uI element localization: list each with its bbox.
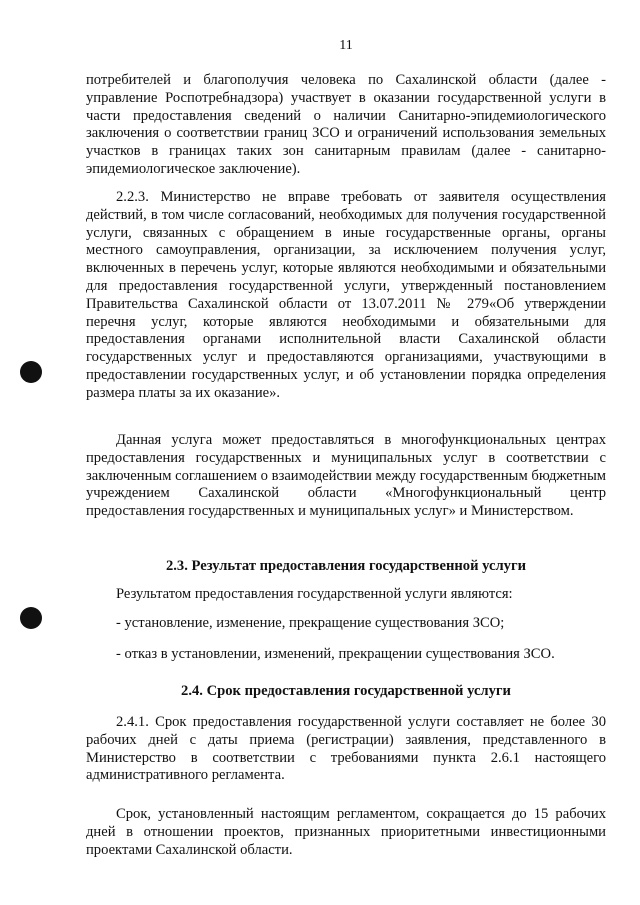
paragraph-rospotrebnadzor: потребителей и благополучия человека по Сахалинской области (далее - управление Роспотребнадзора) участвует в оказании государственной услуги в части предоставления сведений о наличии Санитарно-эпидемиологического заключения о соответствии границ ЗСО и ограничений использования земельных участков в границах таких зон санитарным правилам (далее - санитарно-эпидемиологическое заключение).: [86, 72, 606, 177]
punch-hole-bottom: [20, 607, 42, 629]
paragraph-2-4-1: 2.4.1. Срок предоставления государственной услуги составляет не более 30 рабочих дней с даты приема (регистрации) заявления, представленного в Министерство в соответствии с требованиями пункта 2.6.1 настоящего административного регламента.: [86, 714, 606, 784]
list-item-result-2: - отказ в установлении, изменений, прекращении существования ЗСО.: [116, 646, 555, 662]
page-number: 11: [339, 38, 353, 53]
list-item-result-1: - установление, изменение, прекращение существования ЗСО;: [116, 615, 505, 631]
heading-2-4: 2.4. Срок предоставления государственной услуги: [181, 683, 511, 699]
paragraph-result-intro: Результатом предоставления государственной услуги являются:: [116, 586, 513, 602]
paragraph-2-2-3: 2.2.3. Министерство не вправе требовать от заявителя осуществления действий, в том числе согласований, необходимых для получения государственной услуги, связанных с обращением в иные государственные органы, органы местного самоуправления, организации, за исключением получения услуг, включенных в перечень услуг, которые являются необходимыми и обязательными для предоставления государственной услуги, утвержденный постановлением Правительства Сахалинской области от 13.07.2011 № 279«Об утверждении перечня услуг, которые являются необходимыми и обязательными для предоставления органами исполнительной власти Сахалинской области государственных услуг и предоставляются организациями, участвующими в предоставлении государственных услуг, и об установлении порядка определения размера платы за их оказание».: [86, 189, 606, 401]
punch-hole-top: [20, 361, 42, 383]
paragraph-mfc: Данная услуга может предоставляться в многофункциональных центрах предоставления государственных и муниципальных услуг в соответствии с заключенным соглашением о взаимодействии между государственным бюджетным учреждением Сахалинской области «Многофункциональный центр предоставления государственных и муниципальных услуг» и Министерством.: [86, 432, 606, 520]
paragraph-term-reduction: Срок, установленный настоящим регламентом, сокращается до 15 рабочих дней в отношении проектов, признанных приоритетными инвестиционными проектами Сахалинской области.: [86, 806, 606, 858]
heading-2-3: 2.3. Результат предоставления государственной услуги: [165, 558, 527, 574]
